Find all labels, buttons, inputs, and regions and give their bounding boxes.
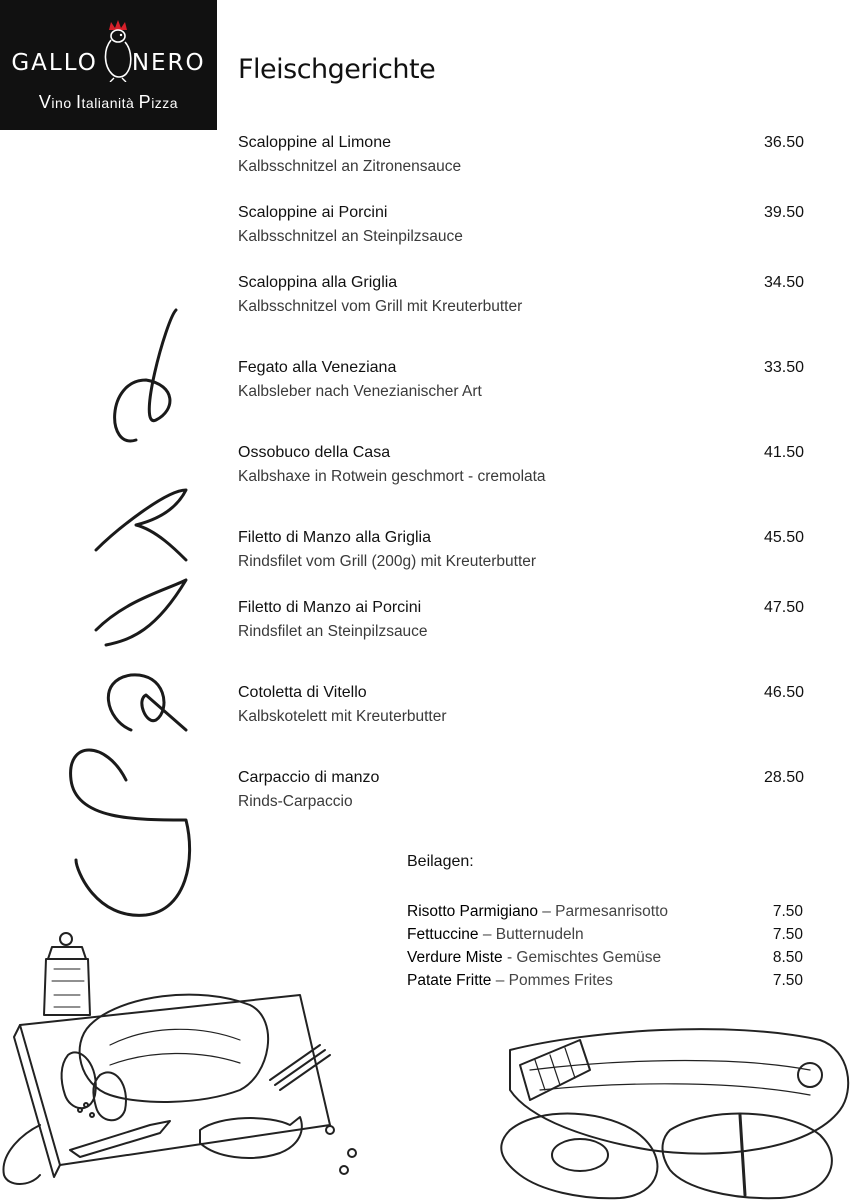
- side-item: [407, 946, 803, 969]
- dish-description: Kalbshaxe in Rotwein geschmort - cremolata: [238, 468, 546, 485]
- raw-meat-illustration: [470, 1010, 855, 1200]
- dish-name: Filetto di Manzo ai Porcini: [238, 599, 422, 616]
- logo-wordmark: [0, 50, 217, 76]
- dish-price: 46.50: [763, 684, 804, 701]
- sides-heading: Beilagen:: [407, 853, 474, 870]
- menu-item: [238, 442, 804, 488]
- steak-board-illustration: [0, 925, 360, 1200]
- menu-item: [238, 132, 804, 178]
- dish-name: Filetto di Manzo alla Griglia: [238, 529, 431, 546]
- dish-name: Scaloppina alla Griglia: [238, 274, 398, 291]
- restaurant-logo: [0, 0, 217, 130]
- dish-description: Kalbsschnitzel vom Grill mit Kreuterbutter: [238, 298, 523, 315]
- side-name: Verdure Miste: [407, 949, 503, 966]
- dish-name: Carpaccio di manzo: [238, 769, 380, 786]
- logo-tagline: Vino Italianità Pizza: [38, 92, 179, 112]
- dish-price: 47.50: [763, 599, 804, 616]
- side-item: [407, 969, 803, 992]
- dish-price: 34.50: [763, 274, 804, 291]
- logo-word-gallo: GALLO: [11, 50, 98, 76]
- side-description: – Parmesanrisotto: [537, 903, 669, 920]
- side-description: – Pommes Frites: [491, 972, 613, 989]
- dish-description: Rindsfilet vom Grill (200g) mit Kreuterbutter: [238, 553, 537, 570]
- dish-description: Kalbsschnitzel an Zitronensauce: [238, 158, 462, 175]
- side-price: 7.50: [772, 903, 803, 920]
- side-name: Risotto Parmigiano: [407, 903, 538, 920]
- dish-description: Rinds-Carpaccio: [238, 793, 353, 810]
- side-item: [407, 900, 803, 923]
- side-description: - Gemischtes Gemüse: [502, 949, 662, 966]
- menu-item: [238, 527, 804, 573]
- menu-item: [238, 682, 804, 728]
- menu-item: [238, 357, 804, 403]
- carne-script-lettering: [36, 300, 196, 930]
- page-title: Fleischgerichte: [238, 54, 436, 85]
- menu-item: [238, 767, 804, 813]
- dish-price: 28.50: [763, 769, 804, 786]
- side-price: 7.50: [772, 972, 803, 989]
- side-description: – Butternudeln: [478, 926, 584, 943]
- side-name: Patate Fritte: [407, 972, 492, 989]
- logo-word-nero: NERO: [131, 50, 206, 76]
- dish-name: Fegato alla Veneziana: [238, 359, 397, 376]
- dish-description: Kalbsleber nach Venezianischer Art: [238, 383, 482, 400]
- dish-price: 41.50: [763, 444, 804, 461]
- dish-name: Ossobuco della Casa: [238, 444, 391, 461]
- dish-name: Scaloppine al Limone: [238, 134, 391, 151]
- dish-description: Kalbsschnitzel an Steinpilzsauce: [238, 228, 463, 245]
- dish-name: Scaloppine ai Porcini: [238, 204, 388, 221]
- menu-item: [238, 272, 804, 318]
- dish-description: Kalbskotelett mit Kreuterbutter: [238, 708, 447, 725]
- dish-name: Cotoletta di Vitello: [238, 684, 367, 701]
- menu-item: [238, 597, 804, 643]
- side-item: [407, 923, 803, 946]
- dish-price: 36.50: [763, 134, 804, 151]
- side-price: 8.50: [772, 949, 803, 966]
- dish-price: 39.50: [763, 204, 804, 221]
- dish-price: 45.50: [763, 529, 804, 546]
- menu-item: [238, 202, 804, 248]
- side-price: 7.50: [772, 926, 803, 943]
- side-name: Fettuccine: [407, 926, 479, 943]
- dish-price: 33.50: [763, 359, 804, 376]
- dish-description: Rindsfilet an Steinpilzsauce: [238, 623, 428, 640]
